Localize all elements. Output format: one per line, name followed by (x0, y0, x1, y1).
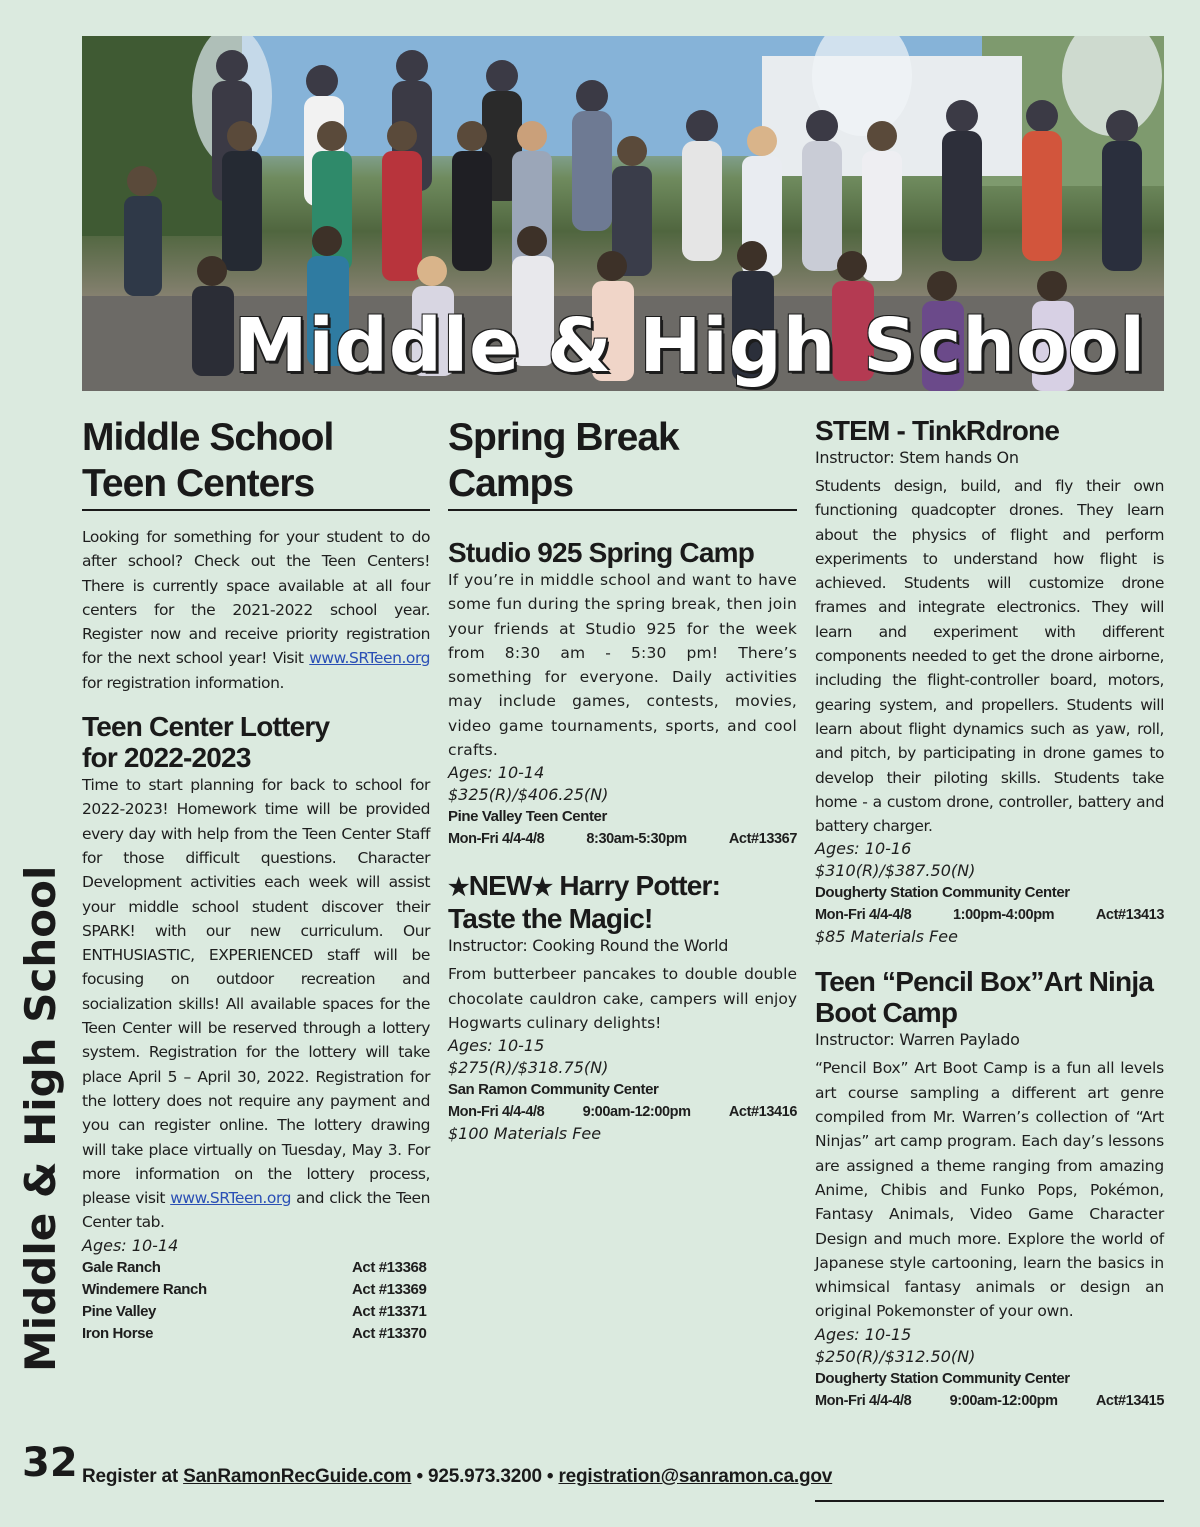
email-link[interactable]: registration@sanramon.ca.gov (558, 1466, 833, 1487)
website-link[interactable]: SanRamonRecGuide.com (183, 1466, 412, 1487)
activity-number: Act #13368 (352, 1258, 427, 1276)
center-name: Pine Valley (82, 1302, 156, 1320)
phone-number: 925.973.3200 (428, 1466, 542, 1487)
schedule-days: Mon-Fri 4/4-4/8 (448, 831, 545, 848)
stem-description: Students design, build, and fly their own functioning quadcopter drones. They learn about the physics of flight and perform experiments to understand how flight is achieved. Students will customize drone frames and integrate electronics. They will learn and experiment with different components needed to get the drone airborne, including the flight-controller board, motors, gearing system, and propellers. Students will learn about flight dynamics such as yaw, roll, and pitch, by participating in drone games to develop their piloting skills. Students take home - a custom drone, controller, battery and battery charger. (815, 477, 1164, 836)
separator: • (411, 1466, 428, 1487)
studio-price: $325(R)/$406.25(N) (448, 785, 609, 805)
studio-description: If you’re in middle school and want to have some fun during the spring break, then join your friends at Studio 925 for the week from 8:30 am - 5:30 pm! There’s something for everyone. Daily activities may include games, contests, movies, video game tournaments, sports, and cool crafts. (448, 571, 797, 760)
activity-number: Act#13413 (1095, 907, 1164, 924)
activity-number: Act#13415 (1095, 1392, 1164, 1409)
center-name: Gale Ranch (82, 1258, 161, 1276)
art-ages: Ages: 10-15 (815, 1324, 912, 1344)
section-title-teen-centers (82, 415, 430, 511)
center-name: Windemere Ranch (82, 1280, 207, 1298)
potter-instructor: Instructor: Cooking Round the World (448, 936, 729, 956)
section-title-line1: Spring Break (448, 416, 679, 459)
potter-ages: Ages: 10-15 (448, 1036, 545, 1056)
footer-divider (815, 1500, 1164, 1502)
art-instructor: Instructor: Warren Paylado (815, 1030, 1020, 1050)
list-item (82, 1257, 430, 1279)
column-stem-art (815, 415, 1164, 1412)
intro-text: Looking for something for your student to do after school? Check out the Teen Centers! There is currently space available at all four centers for the 2021-2022 school year. Register now and receive priority registration for the next school year! Visit (82, 528, 430, 668)
schedule-days: Mon-Fri 4/4-4/8 (815, 1392, 912, 1409)
page-footer (0, 1440, 1200, 1500)
column-spring-break (448, 415, 797, 1145)
lottery-title-line2: for 2022-2023 (82, 742, 251, 774)
schedule-time: 8:30am-5:30pm (586, 831, 687, 848)
activity-number: Act #13371 (352, 1302, 427, 1320)
potter-location: San Ramon Community Center (448, 1081, 659, 1099)
activity-number: Act#13367 (728, 831, 797, 848)
activity-number: Act #13370 (352, 1324, 427, 1342)
teen-centers-intro (82, 525, 430, 695)
art-price: $250(R)/$312.50(N) (815, 1346, 976, 1366)
lottery-title-line1: Teen Center Lottery (82, 711, 330, 743)
registration-info (82, 1466, 832, 1488)
lottery-title (82, 711, 430, 773)
studio-schedule (448, 828, 797, 850)
separator: • (541, 1466, 559, 1487)
potter-title-line1: Harry Potter: (552, 870, 721, 902)
register-prefix: Register at (82, 1466, 184, 1487)
stem-location: Dougherty Station Community Center (815, 884, 1070, 902)
stem-ages: Ages: 10-16 (815, 839, 912, 859)
art-location: Dougherty Station Community Center (815, 1369, 1070, 1387)
intro-text-end: for registration information. (82, 673, 284, 692)
potter-title-line2: Taste the Magic! (448, 903, 653, 935)
schedule-days: Mon-Fri 4/4-4/8 (448, 1104, 545, 1121)
srteen-link-2[interactable]: www.SRTeen.org (170, 1189, 291, 1208)
schedule-days: Mon-Fri 4/4-4/8 (815, 907, 912, 924)
column-teen-centers (82, 415, 430, 1345)
hero-photo (82, 36, 1164, 391)
section-title-line2: Camps (448, 462, 574, 505)
lottery-description (82, 773, 430, 1235)
stem-instructor: Instructor: Stem hands On (815, 448, 1019, 467)
schedule-time: 9:00am-12:00pm (582, 1104, 691, 1121)
potter-title (448, 870, 797, 934)
studio-ages: Ages: 10-14 (448, 763, 545, 783)
list-item (82, 1279, 430, 1301)
art-title-line2: Boot Camp (815, 997, 958, 1029)
lottery-text: Time to start planning for back to school for 2022-2023! Homework time will be provided every day with help from the Teen Center Staff for those difficult questions. Character Development activities each week will assist your middle school student discover their SPARK! with our new curriculum. Our ENTHUSIASTIC, EXPERIENCED staff will be focusing on outdoor recreation and socialization skills! All available spaces for the Teen Center will be reserved through a lottery system. Registration for the lottery will take place April 5 – April 30, 2022. Registration for the lottery does not require any payment and you can register online. The lottery drawing will take place virtually on Tuesday, May 3. For more information on the lottery process, please visit (82, 776, 430, 1208)
teen-center-list (82, 1257, 430, 1345)
potter-description: From butterbeer pancakes to double double chocolate cauldron cake, campers will enjoy Hogwarts culinary delights! (448, 965, 797, 1032)
section-title-line2: Teen Centers (82, 462, 315, 505)
art-description: “Pencil Box” Art Boot Camp is a fun all levels art course sampling a different art genre compiled from Mr. Warren’s collection of “Art Ninjas” art camp program. Each day’s lessons are assigned a theme ranging from amazing Anime, Chibis and Funko Pops, Pokémon, Fantasy Animals, Video Game Character Design and much more. Explore the world of Japanese style cartooning, learn the basics in whimsical fantasy animals or design an original Pokemonster of your own. (815, 1059, 1164, 1321)
art-schedule (815, 1390, 1164, 1412)
star-icon: ★ (448, 874, 469, 902)
stem-price: $310(R)/$387.50(N) (815, 861, 976, 881)
stem-title: STEM - TinkRdrone (815, 415, 1060, 446)
lottery-text-end: and click the Teen Center tab. (82, 1189, 430, 1232)
studio-location: Pine Valley Teen Center (448, 808, 607, 826)
art-title (815, 966, 1164, 1028)
activity-number: Act #13369 (352, 1280, 427, 1298)
new-badge: NEW (468, 870, 532, 902)
side-section-label: Middle & High School (16, 865, 65, 1372)
schedule-time: 1:00pm-4:00pm (953, 907, 1055, 924)
potter-fee: $100 Materials Fee (448, 1124, 602, 1144)
star-icon: ★ (531, 874, 553, 902)
schedule-time: 9:00am-12:00pm (949, 1392, 1058, 1409)
hero-title: Middle & High School (233, 303, 1146, 389)
potter-schedule (448, 1101, 797, 1123)
page-number: 32 (22, 1440, 78, 1486)
teen-centers-ages: Ages: 10-14 (82, 1235, 179, 1255)
list-item (82, 1323, 430, 1345)
stem-fee: $85 Materials Fee (815, 927, 958, 947)
center-name: Iron Horse (82, 1324, 154, 1342)
list-item (82, 1301, 430, 1323)
section-title-spring-break (448, 415, 797, 511)
srteen-link[interactable]: www.SRTeen.org (309, 649, 430, 668)
section-title-line1: Middle School (82, 416, 334, 459)
art-title-line1: Teen “Pencil Box”Art Ninja (815, 966, 1154, 998)
stem-schedule (815, 904, 1164, 926)
studio-title: Studio 925 Spring Camp (448, 537, 754, 568)
activity-number: Act#13416 (728, 1104, 797, 1121)
potter-price: $275(R)/$318.75(N) (448, 1058, 609, 1078)
